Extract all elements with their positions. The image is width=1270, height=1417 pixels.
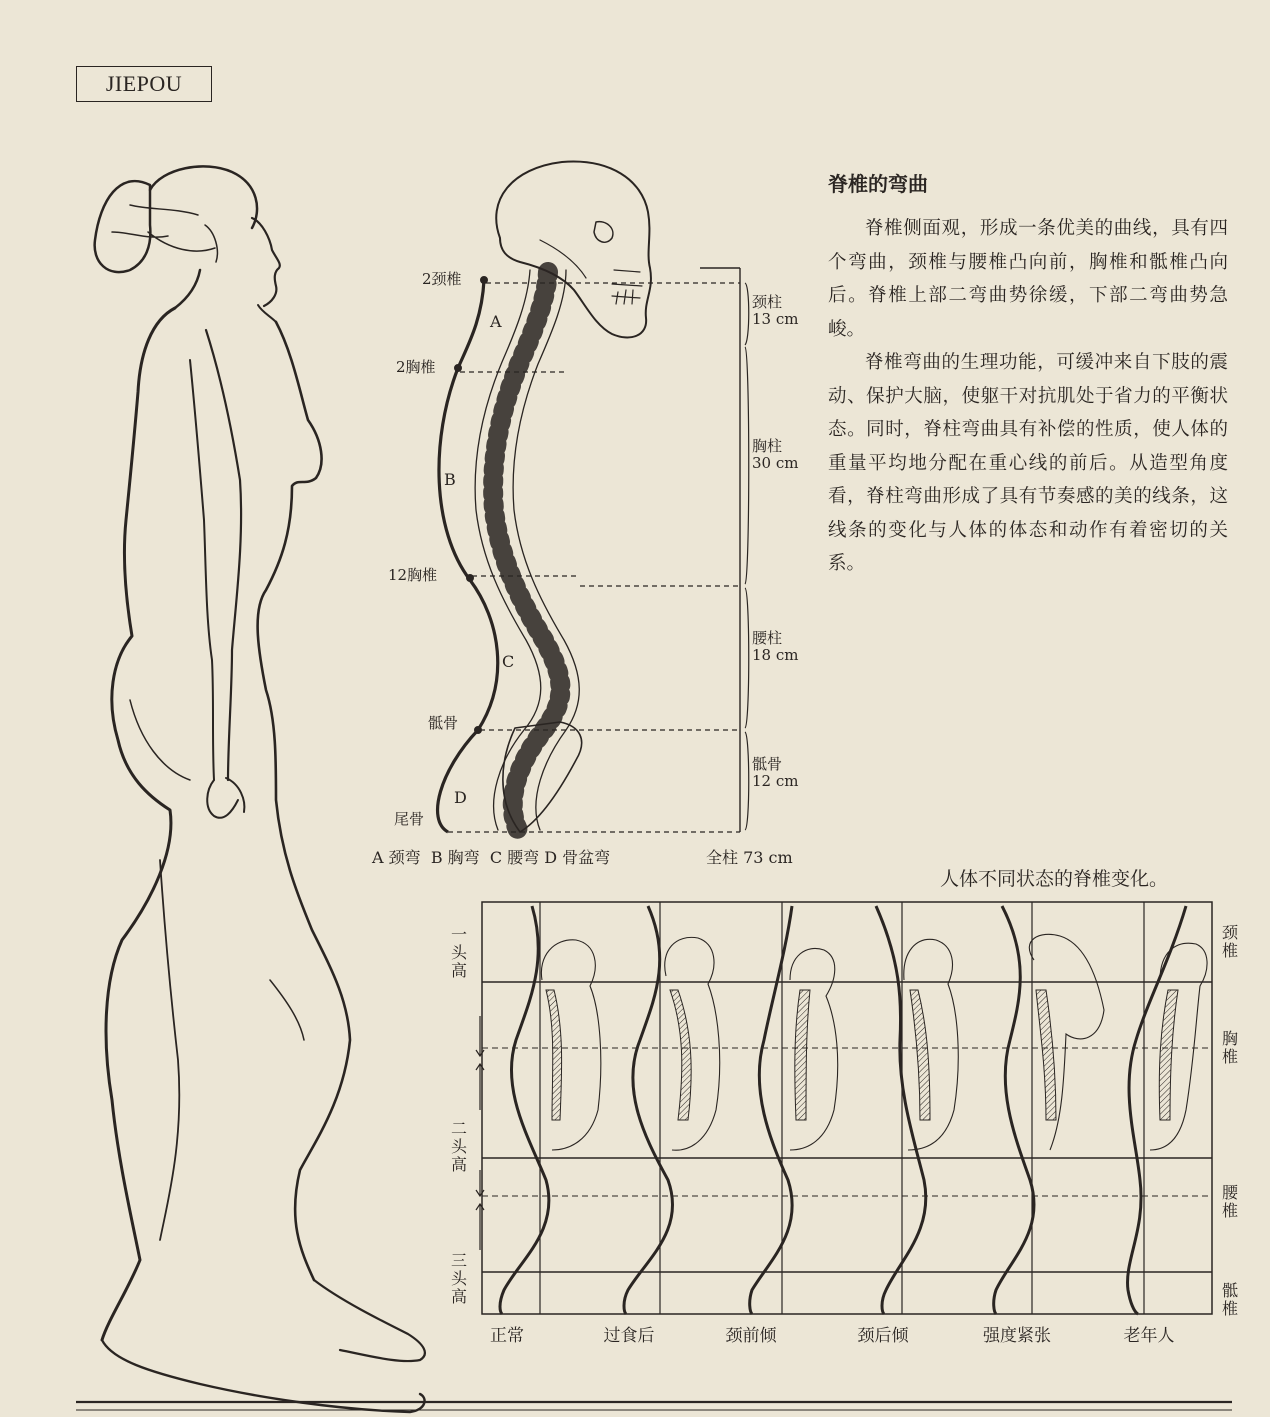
segment-name: 骶骨 (752, 755, 783, 773)
paragraph-2: 脊椎弯曲的生理功能，可缓冲来自下肢的震动、保护大脑，使躯干对抗肌处于省力的平衡状态。同时，脊柱弯曲具有补偿的性质，使人体的重量平均地分配在重心线的前后。从造型角度看，脊柱弯曲形成了具有节奏感的美的线条，这线条的变化与人体的体态和动作有着密切的关系。 (828, 352, 1228, 574)
curve-letter-c: C (502, 652, 515, 671)
curve-legend: A 颈弯 B 胸弯 C 腰弯 D 骨盆弯 (372, 848, 611, 867)
region-label-cervical: 颈椎 (1221, 923, 1238, 961)
segment-length: 13 cm (752, 310, 799, 329)
region-label-thoracic: 胸椎 (1221, 1029, 1238, 1067)
spine-skeleton-drawing (475, 162, 651, 832)
segment-cervical (752, 294, 798, 329)
section-title: 脊椎的弯曲 (828, 172, 928, 196)
state-label-normal: 正常 (490, 1326, 524, 1346)
standing-figure-drawing (95, 166, 425, 1412)
paragraph-1: 脊椎侧面观，形成一条优美的曲线，具有四个弯曲，颈椎与腰椎凸向前，胸椎和骶椎凸向后。脊椎上部二弯曲势徐缓，下部二弯曲势急峻。 (828, 218, 1228, 340)
state-label-after-meal: 过食后 (603, 1326, 655, 1346)
segment-name: 颈柱 (752, 293, 783, 311)
height-label-one-head: 一头高 (450, 925, 467, 980)
curve-letter-b: B (444, 470, 456, 489)
region-label-sacral: 骶椎 (1221, 1281, 1238, 1319)
segment-thoracic (752, 438, 798, 473)
height-label-two-heads: 二头高 (450, 1119, 467, 1174)
state-label-neck-backward: 颈后倾 (857, 1326, 909, 1346)
segment-length: 30 cm (752, 454, 799, 473)
state-label-tension: 强度紧张 (983, 1326, 1051, 1346)
segment-sacral (752, 756, 798, 791)
state-label-elderly: 老年人 (1123, 1326, 1175, 1346)
segment-length: 12 cm (752, 772, 799, 791)
state-label-neck-forward: 颈前倾 (725, 1326, 777, 1346)
label-sacrum: 骶骨 (428, 714, 459, 732)
posture-comparison-grid (476, 902, 1212, 1314)
section-body (828, 212, 1228, 581)
label-c2-vertebra: 2颈椎 (422, 270, 462, 288)
region-label-lumbar: 腰椎 (1221, 1183, 1238, 1221)
total-length: 全柱 73 cm (706, 848, 793, 867)
segment-name: 胸柱 (752, 437, 783, 455)
segment-name: 腰柱 (752, 629, 783, 647)
label-t2-vertebra: 2胸椎 (396, 358, 436, 376)
segment-length: 18 cm (752, 646, 799, 665)
page-bottom-rule (76, 1402, 1232, 1410)
height-label-three-heads: 三头高 (450, 1251, 467, 1306)
curve-letter-d: D (454, 788, 467, 807)
figure2-title: 人体不同状态的脊椎变化。 (940, 868, 1169, 890)
segment-lumbar (752, 630, 798, 665)
header-tag: JIEPOU (76, 66, 212, 102)
label-coccyx: 尾骨 (394, 810, 425, 828)
curve-letter-a: A (490, 312, 502, 331)
label-t12-vertebra: 12胸椎 (388, 566, 438, 584)
